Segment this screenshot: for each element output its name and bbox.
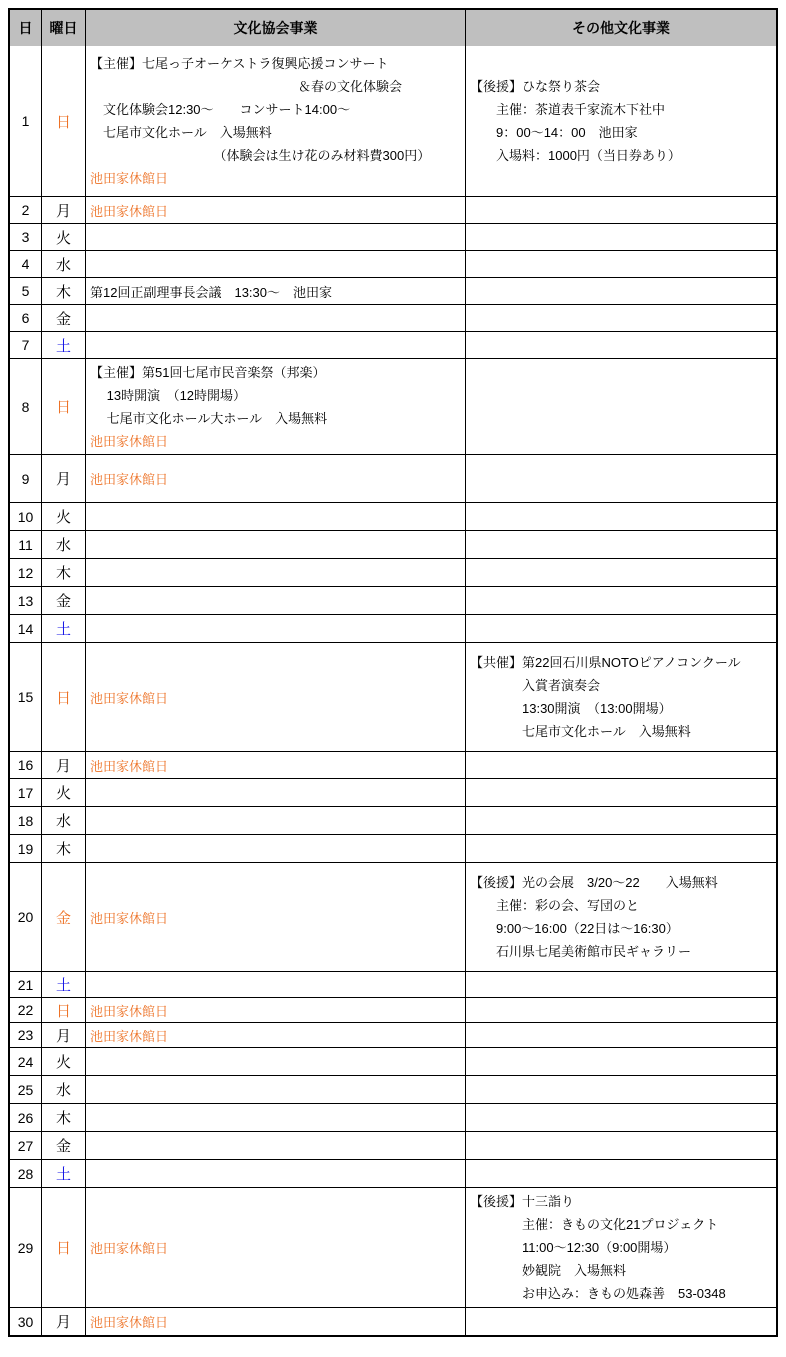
table-row bbox=[10, 1075, 776, 1103]
day-cell: 1 bbox=[10, 46, 42, 196]
other-events-cell bbox=[466, 752, 776, 778]
other-events-cell bbox=[466, 46, 776, 196]
association-events-cell bbox=[86, 359, 466, 454]
association-events-cell bbox=[86, 835, 466, 862]
table-row bbox=[10, 1047, 776, 1075]
other-events-cell bbox=[466, 807, 776, 834]
association-events-cell bbox=[86, 1023, 466, 1047]
other-events-cell bbox=[466, 1188, 776, 1307]
day-cell: 30 bbox=[10, 1308, 42, 1335]
association-events-cell bbox=[86, 807, 466, 834]
table-row bbox=[10, 502, 776, 530]
weekday-cell: 火 bbox=[42, 224, 86, 250]
weekday-cell: 木 bbox=[42, 1104, 86, 1131]
other-events-cell bbox=[466, 1308, 776, 1335]
event-text-line: 池田家休館日 bbox=[90, 1003, 169, 1019]
schedule-table-body bbox=[10, 46, 776, 1335]
event-text-line: 文化体験会12:30～ コンサート14:00～ bbox=[90, 102, 351, 117]
weekday-cell: 月 bbox=[42, 1308, 86, 1335]
other-events-cell bbox=[466, 251, 776, 277]
event-text-line: 主催：彩の会、写団のと bbox=[470, 898, 640, 913]
weekday-cell: 土 bbox=[42, 972, 86, 997]
association-events-cell bbox=[86, 197, 466, 223]
table-row bbox=[10, 751, 776, 778]
other-events-cell bbox=[466, 305, 776, 331]
weekday-cell: 火 bbox=[42, 503, 86, 530]
event-text-line: 【共催】第22回石川県NOTOピアノコンクール bbox=[470, 655, 741, 670]
table-row bbox=[10, 834, 776, 862]
weekday-cell: 金 bbox=[42, 305, 86, 331]
event-text-line: （体験会は生け花のみ材料費300円） bbox=[90, 148, 431, 163]
day-cell: 26 bbox=[10, 1104, 42, 1131]
day-cell: 27 bbox=[10, 1132, 42, 1159]
association-events-cell bbox=[86, 332, 466, 358]
event-text-line: 石川県七尾美術館市民ギャラリー bbox=[470, 944, 692, 959]
header-association-events: 文化協会事業 bbox=[86, 10, 466, 46]
day-cell: 15 bbox=[10, 643, 42, 751]
day-cell: 5 bbox=[10, 278, 42, 304]
other-events-cell bbox=[466, 197, 776, 223]
table-row bbox=[10, 277, 776, 304]
event-text-line: 七尾市文化ホール 入場無料 bbox=[90, 125, 272, 140]
table-row bbox=[10, 558, 776, 586]
day-cell: 4 bbox=[10, 251, 42, 277]
association-events-cell bbox=[86, 251, 466, 277]
association-events-cell bbox=[86, 531, 466, 558]
table-row bbox=[10, 642, 776, 751]
event-text-line: 9:00～16:00（22日は～16:30） bbox=[470, 921, 679, 936]
weekday-cell: 土 bbox=[42, 615, 86, 642]
day-cell: 7 bbox=[10, 332, 42, 358]
day-cell: 11 bbox=[10, 531, 42, 558]
other-events-cell bbox=[466, 1132, 776, 1159]
day-cell: 8 bbox=[10, 359, 42, 454]
association-events-cell bbox=[86, 1104, 466, 1131]
weekday-cell: 水 bbox=[42, 251, 86, 277]
weekday-cell: 月 bbox=[42, 455, 86, 502]
association-events-cell bbox=[86, 503, 466, 530]
day-cell: 12 bbox=[10, 559, 42, 586]
table-row bbox=[10, 250, 776, 277]
event-text-line: 【後援】十三詣り bbox=[470, 1194, 575, 1209]
day-cell: 13 bbox=[10, 587, 42, 614]
association-events-cell bbox=[86, 1160, 466, 1187]
weekday-cell: 日 bbox=[42, 46, 86, 196]
table-row bbox=[10, 1103, 776, 1131]
association-events-cell bbox=[86, 1188, 466, 1307]
table-row bbox=[10, 358, 776, 454]
weekday-cell: 火 bbox=[42, 1048, 86, 1075]
event-text-line: 【後援】ひな祭り茶会 bbox=[470, 79, 601, 94]
weekday-cell: 水 bbox=[42, 807, 86, 834]
association-events-cell bbox=[86, 863, 466, 971]
other-events-cell bbox=[466, 455, 776, 502]
weekday-cell: 日 bbox=[42, 998, 86, 1022]
weekday-cell: 火 bbox=[42, 779, 86, 806]
day-cell: 25 bbox=[10, 1076, 42, 1103]
day-cell: 3 bbox=[10, 224, 42, 250]
schedule-table bbox=[8, 8, 778, 1337]
header-day: 日 bbox=[10, 10, 42, 46]
association-events-cell bbox=[86, 615, 466, 642]
weekday-cell: 日 bbox=[42, 359, 86, 454]
event-text-line: 池田家休館日 bbox=[90, 1315, 169, 1330]
association-events-cell bbox=[86, 1076, 466, 1103]
event-text-line: 【主催】第51回七尾市民音楽祭（邦楽） bbox=[90, 364, 326, 380]
event-text-line: 池田家休館日 bbox=[90, 203, 169, 219]
table-row bbox=[10, 586, 776, 614]
other-events-cell bbox=[466, 972, 776, 997]
weekday-cell: 水 bbox=[42, 531, 86, 558]
other-events-cell bbox=[466, 779, 776, 806]
table-row bbox=[10, 331, 776, 358]
header-other-events: その他文化事業 bbox=[572, 20, 670, 36]
event-text-line: 主催：きもの文化21プロジェクト bbox=[470, 1217, 719, 1232]
table-row bbox=[10, 1022, 776, 1047]
other-events-cell bbox=[466, 1104, 776, 1131]
association-events-cell bbox=[86, 752, 466, 778]
event-text-line: 七尾市文化ホール大ホール 入場無料 bbox=[90, 410, 328, 426]
other-events-cell bbox=[466, 1160, 776, 1187]
other-events-cell bbox=[466, 278, 776, 304]
other-events-cell bbox=[466, 587, 776, 614]
event-text-line: 13:30開演 （13:00開場） bbox=[470, 701, 672, 716]
table-row bbox=[10, 1159, 776, 1187]
other-events-cell bbox=[466, 998, 776, 1022]
event-text-line: 池田家休館日 bbox=[90, 690, 169, 706]
event-text-line: 入場料：1000円（当日券あり） bbox=[470, 148, 681, 163]
day-cell: 22 bbox=[10, 998, 42, 1022]
table-row bbox=[10, 971, 776, 997]
table-row bbox=[10, 1307, 776, 1335]
association-events-cell bbox=[86, 1308, 466, 1335]
weekday-cell: 月 bbox=[42, 1023, 86, 1047]
weekday-cell: 土 bbox=[42, 332, 86, 358]
day-cell: 6 bbox=[10, 305, 42, 331]
table-row bbox=[10, 778, 776, 806]
event-text-line: 入賞者演奏会 bbox=[470, 678, 601, 693]
day-cell: 28 bbox=[10, 1160, 42, 1187]
table-row bbox=[10, 806, 776, 834]
other-events-cell bbox=[466, 359, 776, 454]
table-row bbox=[10, 46, 776, 196]
table-row bbox=[10, 614, 776, 642]
event-text-line: 【主催】七尾っ子オーケストラ復興応援コンサート bbox=[90, 56, 389, 71]
day-cell: 14 bbox=[10, 615, 42, 642]
other-events-cell bbox=[466, 503, 776, 530]
association-events-cell bbox=[86, 1132, 466, 1159]
table-row bbox=[10, 997, 776, 1022]
weekday-cell: 日 bbox=[42, 643, 86, 751]
event-text-line: 池田家休館日 bbox=[90, 171, 169, 186]
event-text-line: 池田家休館日 bbox=[90, 1241, 169, 1256]
weekday-cell: 金 bbox=[42, 863, 86, 971]
weekday-cell: 木 bbox=[42, 559, 86, 586]
event-text-line: 主催：茶道表千家流木下社中 bbox=[470, 102, 666, 117]
association-events-cell bbox=[86, 998, 466, 1022]
day-cell: 16 bbox=[10, 752, 42, 778]
event-text-line: 11:00～12:30（9:00開場） bbox=[470, 1240, 677, 1255]
table-header-row bbox=[10, 10, 776, 46]
table-row bbox=[10, 1131, 776, 1159]
event-text-line: 池田家休館日 bbox=[90, 433, 169, 449]
event-text-line: 9：00～14：00 池田家 bbox=[470, 125, 638, 140]
event-text-line: 七尾市文化ホール 入場無料 bbox=[470, 724, 691, 739]
event-text-line: 【後援】光の会展 3/20～22 入場無料 bbox=[470, 875, 718, 890]
weekday-cell: 月 bbox=[42, 197, 86, 223]
table-row bbox=[10, 1187, 776, 1307]
event-text-line: 第12回正副理事長会議 13:30～ 池田家 bbox=[90, 284, 332, 300]
association-events-cell bbox=[86, 305, 466, 331]
day-cell: 29 bbox=[10, 1188, 42, 1307]
day-cell: 20 bbox=[10, 863, 42, 971]
association-events-cell bbox=[86, 224, 466, 250]
table-row bbox=[10, 530, 776, 558]
association-events-cell bbox=[86, 455, 466, 502]
association-events-cell bbox=[86, 559, 466, 586]
event-text-line: お申込み：きもの処森善 53-0348 bbox=[470, 1286, 726, 1301]
event-text-line: ＆春の文化体験会 bbox=[90, 79, 403, 94]
day-cell: 24 bbox=[10, 1048, 42, 1075]
day-cell: 23 bbox=[10, 1023, 42, 1047]
weekday-cell: 日 bbox=[42, 1188, 86, 1307]
other-events-cell bbox=[466, 643, 776, 751]
weekday-cell: 木 bbox=[42, 278, 86, 304]
association-events-cell bbox=[86, 972, 466, 997]
event-text-line: 池田家休館日 bbox=[90, 1028, 169, 1044]
association-events-cell bbox=[86, 46, 466, 196]
association-events-cell bbox=[86, 587, 466, 614]
other-events-cell bbox=[466, 835, 776, 862]
table-row bbox=[10, 223, 776, 250]
day-cell: 10 bbox=[10, 503, 42, 530]
other-events-cell bbox=[466, 863, 776, 971]
other-events-cell bbox=[466, 332, 776, 358]
weekday-cell: 金 bbox=[42, 587, 86, 614]
other-events-cell bbox=[466, 1048, 776, 1075]
table-row bbox=[10, 196, 776, 223]
event-text-line: 妙観院 入場無料 bbox=[470, 1263, 627, 1278]
event-text-line: 13時開演 （12時開場） bbox=[90, 387, 247, 403]
weekday-cell: 木 bbox=[42, 835, 86, 862]
association-events-cell bbox=[86, 779, 466, 806]
event-text-line: 池田家休館日 bbox=[90, 910, 169, 926]
other-events-cell bbox=[466, 1076, 776, 1103]
weekday-cell: 土 bbox=[42, 1160, 86, 1187]
day-cell: 9 bbox=[10, 455, 42, 502]
event-text-line: 池田家休館日 bbox=[90, 758, 169, 774]
day-cell: 2 bbox=[10, 197, 42, 223]
day-cell: 17 bbox=[10, 779, 42, 806]
header-weekday: 曜日 bbox=[42, 10, 86, 46]
table-row bbox=[10, 454, 776, 502]
day-cell: 21 bbox=[10, 972, 42, 997]
association-events-cell bbox=[86, 643, 466, 751]
event-text-line: 池田家休館日 bbox=[90, 472, 169, 487]
weekday-cell: 月 bbox=[42, 752, 86, 778]
day-cell: 18 bbox=[10, 807, 42, 834]
association-events-cell bbox=[86, 1048, 466, 1075]
table-row bbox=[10, 304, 776, 331]
other-events-cell bbox=[466, 224, 776, 250]
other-events-cell bbox=[466, 559, 776, 586]
weekday-cell: 金 bbox=[42, 1132, 86, 1159]
other-events-cell bbox=[466, 531, 776, 558]
day-cell: 19 bbox=[10, 835, 42, 862]
association-events-cell bbox=[86, 278, 466, 304]
other-events-cell bbox=[466, 1023, 776, 1047]
table-row bbox=[10, 862, 776, 971]
other-events-cell bbox=[466, 615, 776, 642]
weekday-cell: 水 bbox=[42, 1076, 86, 1103]
